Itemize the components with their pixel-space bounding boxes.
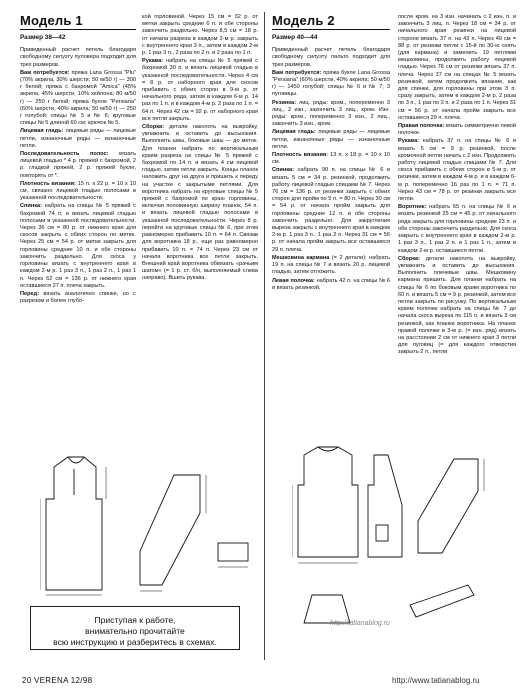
- model1-intro: Приведенный расчет петель благодаря свободному силуэту пуловера подходит для трех размеров.: [20, 47, 136, 68]
- model1-assembly: Сборка: детали наколоть на выкройку, увлажнить и оставить до высыхания. Выполнить швы, боковые швы — до меток. Для планки набрать по вертикальным краям разреза на спицы № 5 пряжей с бахромой по 14 п. и вязать 4 см лицевой гладью, затем петли закрыть. Концы планок наложить друг на друга и пришить к переду на участке с закрытыми петлями. Для воротника набрать на круговые спицы № 5 пряжей с бахромой по краю горловины, включая половинную ширину планок, 54 п. и вязать лицевой гладью полосами в указанной последовательности. Через 8 р. перейти на круговые спицы № 6, при этом равномерно прибавить 10 п. = 64 п. Связав для воротника 18 р., еще раз равномерно прибавить 10 п. = 74 п. Через 23 см от начала воротника все петли закрыть. Внешний край воротника обвязать «рачьим шагом» (= 1 р. ст. б/н, выполняемый слева направо). Вшить рукава.: [142, 124, 258, 282]
- model2-assembly: Сборка: детали наколоть на выкройку, увлажнить и оставить до высыхания. Выполнить плечевые швы. Мешковину кармана пришить. Для планки набрать на спицы № 6 по боковым краям воротника по 60 п. и вязать 5 см = 9 р. резинкой, затем все петли закрыть по рисунку. По вертикальным краям полочек набрать на спицы № 7 до начала скоса выреза по 115 п. и вязать 3 см резинкой, как планки воротника. На планке правой полочки в 3-м р. (= изн. ряд) вязать на расстоянии 2 см от нижнего края 3 петли для пуговиц (= для каждого отверстия закрыть 2 п., петли: [398, 255, 516, 356]
- notice-line-1: Приступая к работе,: [94, 615, 176, 625]
- model1-pattern-diagram: [40, 455, 260, 600]
- model2-pattern-schemes: [292, 445, 522, 630]
- coat-sleeve-outline: [418, 459, 478, 553]
- model2-back: Спинка: набрать 90 п. на спицы № 6 и вязать 5 см = 34 р. резинкой, продолжить работу лицевой гладью спицами № 7. Через 76 см = 136 р. от резинки закрыть с обеих сторон для пройм по 5 п. = 80 п. Через 30 см = 54 р. от начала пройм закрыть для горловины средние 12 п. и обе стороны закончить раздельно. Для закругления выреза закрыть с внутреннего края в каждом 2-м р. 1 раз 3 п., 1 раз 2 п. Через 31 см = 56 р. от начала пройм закрыть все оставшиеся 29 п. плеча.: [272, 167, 390, 253]
- collar-outline: [218, 543, 248, 561]
- model2-materials: Вам потребуется: пряжа букле Lana Grossa "Persiana" (60% шерсти, 40% акрила; 50 м/50 г) — 1450 голубой; спицы № 6 и № 7; 3 пуговицы.: [272, 69, 390, 98]
- model1-front-cont: кой горловиной. Через 15 см = 32 р. от метки закрыть средние 6 п. и обе стороны закончить раздельно. Через 8,5 см = 18 р. от начала разреза в каждом 2-м р. закрыть с внутреннего края 3 п., затем в каждом 2-м р. 1 раз 3 п., 2 раза по 2 п. и 2 раза по 1 п.: [142, 14, 258, 57]
- title-rule: [272, 29, 390, 30]
- coat-collar-outline: [304, 595, 350, 623]
- coat-front-outline: [368, 455, 402, 557]
- model1-density: Плотность вязания: 15 п. х 22 р. = 10 х 10 см, связано лицевой гладью полосами в указанной последовательности.: [20, 180, 136, 202]
- notice-line-3: всю инструкцию и разберитесь в схемах.: [53, 637, 217, 647]
- model1-size: Размер 38—42: [20, 34, 66, 41]
- model2-stitch: Лицевая гладь: лицевые ряды — лицевые петли, изнаночные ряды — изнаночные петли.: [272, 129, 390, 150]
- model1-front: Перед: вязать аналогично спинке, но с разрезом и более глубо-: [20, 290, 136, 305]
- coat-back-outline: [298, 447, 358, 557]
- site-url[interactable]: http://www.tatianablog.ru: [392, 676, 480, 685]
- model1-sequence: Последовательность полос: вязать лицевой гладью * 4 р. пряжей с бахромой, 2 р. гладкой пряжей, 2 р. пряжей букле, повторять от *.: [20, 151, 136, 179]
- model2-pocket: Мешковина кармана (= 2 детали): набрать 19 п. на спицы № 7 и вязать 20 р. лицевой гладью, затем отложить.: [272, 254, 390, 276]
- model2-rib: Резинка: лиц. ряды: кром., попеременно 3 лиц., 2 изн., закончить 3 лиц., кром. Изн. ряды: кром., попеременно 3 изн., 2 лиц., закончить 3 изн., кром.: [272, 99, 390, 128]
- model2-column-left: [272, 10, 390, 293]
- model2-right-front: Правая полочка: вязать симметрично левой полочке.: [398, 123, 517, 137]
- model1-stitch: Лицевая гладь: лицевые ряды — лицевые петли, изнаночные ряды — изнаночные петли.: [20, 128, 137, 149]
- instruction-notice-box: [30, 606, 240, 650]
- title-rule: [20, 29, 136, 30]
- sleeve-outline: [140, 475, 200, 585]
- model1-back: Спинка: набрать на спицы № 5 пряжей с бахромой 74 п. и вязать лицевой гладью полосами в указанной последовательности. Через 36 см = 80 р. от нижнего края для скосов закрыть с обеих сторон по метке. Через 25 см = 54 р. от метки закрыть для горловины средние 10 п. и обе стороны закончить раздельно. Для скоса у горловины вязать с внутреннего края в каждом 2-м р. 1 раз 3 п., 1 раз 2 п., 1 раз 1 п. Через 62 см = 136 р. от нижнего края оставшиеся 27 п. плеча закрыть.: [20, 203, 136, 289]
- column-divider: [264, 12, 265, 660]
- model2-left-front: Левая полочка: набрать 42 п. на спицы № 6 и вязать резинкой,: [272, 277, 391, 291]
- model1-title: Модель 1: [20, 13, 83, 28]
- model2-column-right: [398, 14, 516, 358]
- model2-density: Плотность вязания: 13 п. х 18 р. = 10 х 10 см.: [272, 152, 390, 166]
- model2-size: Размер 40—44: [272, 34, 318, 41]
- page-footer: 20 VERENA 12/98: [22, 676, 93, 685]
- model1-sleeves: Рукава: набрать на спицы № 5 пряжей с бахромой 30 п. и вязать лицевой гладью в указанной последовательности. Через 4 см = 8 р. от наборного края для скосов прибавить с обеих сторон в 9-м р. от начального ряда, затем в каждом 6-м р. 14 раз по 1 п. и в каждом 4-м р. 2 раза по 1 п. = 64 п. Через 42 см = 92 р. от наборного края все петли закрыть.: [142, 58, 258, 122]
- model2-left-front-cont: после кром. на 3 изн. начинать с 2 изн. п. и закончить 3 лиц. п. Через 18 см = 34 р. от начального края резинки на лицевой стороне вязать 37 п. на 43 п. Через 49 см = 88 р. от резинки петли с 15-й по 30-ю снять (для кармана) и заменить 19 петлями мешковины, продолжить работу лицевой гладью. Через 76 см от резинки вязать 37 п. плеча. Через 37 см на спицах № 5 вязать резинкой, затем продолжить вязание, как для спинки, для горловины при этом 3 п. сразу закрыть, затем в каждом 2-м р. 2 раза по 3 п., 1 раз по 2 п. и 2 раза по 1 п. Через 31 см = 56 р. от начала пройм закрыть все оставшиеся 29 п. плеча.: [398, 14, 516, 121]
- model2-title: Модель 2: [272, 13, 335, 28]
- model1-column-left: [20, 10, 136, 306]
- watermark-text: http://tatianablog.ru: [330, 620, 390, 627]
- model1-column-right: [142, 14, 258, 284]
- model2-sleeves: Рукава: набрать 37 п. на спицы № 6 и вязать 5 см = 9 р. резинкой, после кромочной петли начать с 2 изн. Продолжить работу лицевой гладью спицами № 7. Для скоса прибавить с обеих сторон в 5-м р. от резинки, затем в каждом 4-м р. и в каждом 6-м р. попеременно 16 раз по 1 п. = 71 п. Через 43 см = 78 р. от резинки закрыть все петли.: [398, 138, 516, 203]
- model2-collar: Воротник: набрать 65 п. на спицы № 6 и вязать резинкой 25 см = 45 р. от начального ряда закрыть для горловины средние 23 п. и обе стороны закончить раздельно. Для скоса закрыть с внутреннего края в каждом 2-м р. 1 раз 3 п., 1 раз 2 п. и 1 раз 1 п., затем в каждом 2-м р. оставшиеся петли.: [398, 204, 516, 254]
- coat-placket-outline: [410, 585, 474, 617]
- pocket-outline: [376, 525, 388, 541]
- model2-intro: Приведенный расчет петель благодаря свободному силуэту пальто подходит для трех размеров.: [272, 47, 390, 68]
- model1-materials: Вам потребуется: пряжа Lana Grossa "Plu" (70% акрила, 30% шерсти; 50 м/50 г) — 300 г белой; пряжа с бахромой "Amica" (45% акрила, 45% шерсти, 10% хейлона; 80 м/50 г) — 250 г белой; пряжа булле "Persiana" (60% шерсти, 40% акрила; 50 м/50 г) — 250 г голубой; спицы № 5 и № 6; круговые спицы № 5 длиной 60 см; крючок № 5.: [20, 69, 136, 127]
- notice-line-2: внимательно прочитайте: [85, 626, 185, 636]
- model2-pattern-diagram: [292, 445, 522, 630]
- model1-pattern-schemes: [40, 455, 260, 600]
